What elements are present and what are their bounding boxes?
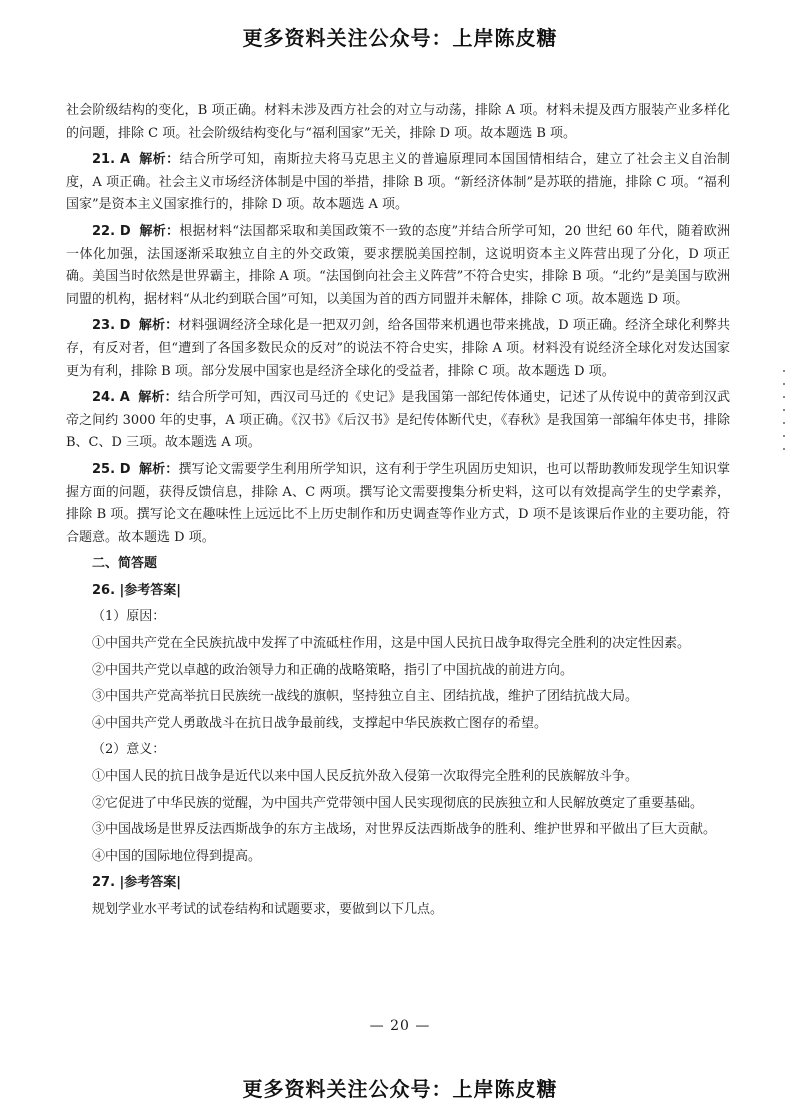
answer-text: 材料强调经济全球化是一把双刃剑，给各国带来机遇也带来挑战，D 项正确。经济全球化利弊共存，有反对者，但“遭到了各国多数民众的反对”的说法不符合史实，排除 A 项。材料没有说经济全球化对发达国家更为有利，排除 B 项。部分发展中国家也是经济全球化的受益者，排除 C 项。故本题选 D 项。	[66, 318, 730, 379]
analysis-label: 解析：	[139, 461, 179, 477]
continuation-paragraph: 社会阶级结构的变化，B 项正确。材料未涉及西方社会的对立与动荡，排除 A 项。材料未提及西方服装产业多样化的问题，排除 C 项。社会阶级结构变化与“福利国家”无关，排除 D 项。故本题选 B 项。	[66, 103, 730, 141]
answer-text: 结合所学可知，西汉司马迁的《史记》是我国第一部纪传体通史，记述了从传说中的黄帝到汉武帝之间约 3000 年的史事，A 项正确。《汉书》《后汉书》是纪传体断代史，《春秋》是我国第一部编年体史书，排除 B、C、D 三项。故本题选 A 项。	[66, 390, 730, 451]
answer-23	[66, 315, 730, 383]
analysis-label: 解析：	[139, 152, 180, 168]
q26-part1-item: ②中国共产党以卓越的政治领导力和正确的战略策略，指引了中国抗战的前进方向。	[92, 662, 574, 678]
page-body	[66, 100, 730, 922]
q26-part2-item: ①中国人民的抗日战争是近代以来中国人民反抗外敌入侵第一次取得完全胜利的民族解放斗争。	[92, 769, 639, 785]
answer-21	[66, 149, 730, 217]
q27-header: 27. |参考答案|	[92, 875, 182, 891]
binding-margin-dots	[783, 370, 787, 450]
q26-part1-item: ③中国共产党高举抗日民族统一战线的旗帜，坚持独立自主、团结抗战，维护了团结抗战大局。	[92, 689, 639, 705]
answer-number: 23. D	[92, 318, 131, 334]
q26-part1-item: ④中国共产党人勇敢战斗在抗日战争最前线，支撑起中华民族救亡图存的希望。	[92, 715, 548, 731]
answer-number: 21. A	[92, 152, 131, 168]
q26-part2-item: ②它促进了中华民族的觉醒，为中国共产党带领中国人民实现彻底的民族独立和人民解放奠定了重要基础。	[92, 795, 704, 811]
analysis-label: 解析：	[139, 223, 180, 239]
analysis-label: 解析：	[138, 318, 179, 334]
answer-24	[66, 387, 730, 455]
answer-number: 25. D	[92, 461, 131, 477]
footer-banner: 更多资料关注公众号：上岸陈皮糖	[242, 1077, 558, 1101]
q26-header: 26. |参考答案|	[92, 582, 182, 598]
q26-part2-label: （2）意义：	[92, 742, 166, 758]
q26-part2-item: ③中国战场是世界反法西斯战争的东方主战场，对世界反法西斯战争的胜利、维护世界和平做出了巨大贡献。	[92, 822, 717, 838]
answer-22	[66, 221, 730, 311]
q27-text: 规划学业水平考试的试卷结构和试题要求，要做到以下几点。	[92, 902, 444, 917]
page-number: — 20 —	[369, 1018, 431, 1034]
q26-part2-item: ④中国的国际地位得到提高。	[92, 848, 262, 864]
analysis-label: 解析：	[138, 390, 178, 406]
section-title: 二、简答题	[92, 556, 158, 572]
answer-text: 根据材料“法国都采取和美国政策不一致的态度”并结合所学可知，20 世纪 60 年代，随着欧洲一体化加强，法国逐渐采取独立自主的外交政策，要求摆脱美国控制，这说明资本主义阵营出现了分化，D 项正确。美国当时依然是世界霸主，排除 A 项。“法国倒向社会主义阵营”不符合史实，排除 B 项。“北约”是美国与欧洲同盟的机构，据材料“从北约到联合国”可知，以美国为首的西方同盟并未解体，排除 C 项。故本题选 D 项。	[66, 223, 730, 307]
header-banner: 更多资料关注公众号：上岸陈皮糖	[242, 26, 558, 50]
answer-text: 撰写论文需要学生利用所学知识，这有利于学生巩固历史知识，也可以帮助教师发现学生知识掌握方面的问题，获得反馈信息，排除 A、C 两项。撰写论文需要搜集分析史料，这可以有效提高学生的史学素养，排除 B 项。撰写论文在趣味性上远远比不上历史制作和历史调查等作业方式，D 项不是该课后作业的主要功能，符合题意。故本题选 D 项。	[66, 461, 730, 545]
answer-25	[66, 459, 730, 549]
q26-part1-item: ①中国共产党在全民族抗战中发挥了中流砥柱作用，这是中国人民抗日战争取得完全胜利的决定性因素。	[92, 636, 691, 652]
answer-text: 结合所学可知，南斯拉夫将马克思主义的普遍原理同本国国情相结合，建立了社会主义自治制度，A 项正确。社会主义市场经济体制是中国的举措，排除 B 项。“新经济体制”是苏联的措施，排除 C 项。“福利国家”是资本主义国家推行的，排除 D 项。故本题选 A 项。	[66, 152, 730, 213]
answer-number: 24. A	[92, 390, 130, 406]
answer-number: 22. D	[92, 223, 131, 239]
q26-part1-label: （1）原因：	[92, 609, 166, 625]
